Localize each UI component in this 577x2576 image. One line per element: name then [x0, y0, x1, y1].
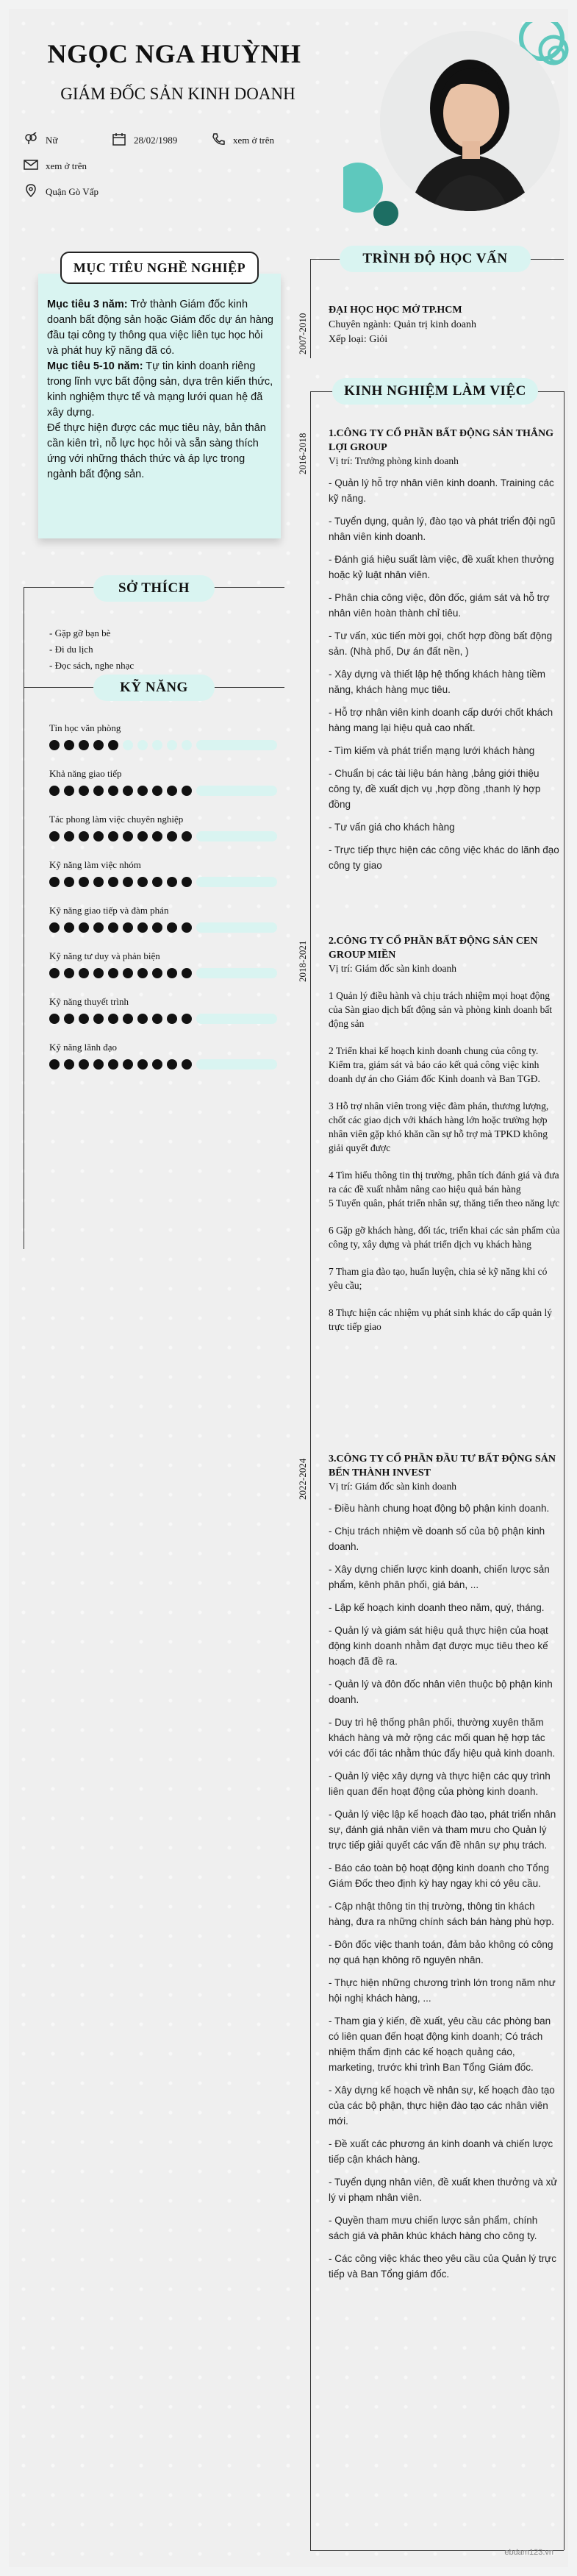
job-title: GIÁM ĐỐC SẢN KINH DOANH — [60, 85, 295, 103]
skill-item — [49, 905, 277, 950]
job-duty: - Tham gia ý kiến, đề xuất, yêu cầu các phòng ban có liên quan đến hoạt động kinh doanh; Có trách nhiệm thẩm định các kế hoạch quảng cáo, marketing, trước khi trình Ban Tổng Giám đốc. — [329, 2015, 551, 2073]
job-duty: 3 Hỗ trợ nhân viên trong việc đàm phán, thương lượng, chốt các giao dịch với khách hàng lớn hoặc trường hợp nhân viên gặp khó khăn cần sự hỗ trợ mà TPKD không giải quyết được — [329, 1100, 549, 1153]
job-entry — [329, 934, 560, 1334]
rating-dot — [64, 1059, 74, 1070]
skill-section-title: KỸ NĂNG — [93, 675, 215, 701]
phone-row — [211, 132, 274, 149]
rating-dot — [79, 1059, 89, 1070]
job-duty: - Tuyển dụng nhân viên, đề xuất khen thưởng và xử lý vi phạm nhân viên. — [329, 2177, 558, 2203]
rating-dot — [182, 786, 192, 796]
rating-dot — [64, 922, 74, 933]
cv-page — [9, 9, 568, 2567]
rating-dot — [64, 740, 74, 750]
rating-dot — [93, 786, 104, 796]
address-row — [24, 184, 98, 200]
job-entry — [329, 427, 560, 873]
rating-dot — [182, 1014, 192, 1024]
rating-dot — [182, 877, 192, 887]
goal-closing-text: Để thực hiện được các mục tiêu này, bản thân cần kiên trì, nỗ lực học hỏi và sẵn sàng thích ứng với những thách thức và áp lực trong ngành bất động sản. — [47, 422, 266, 480]
skill-rating — [49, 1059, 277, 1070]
rating-dot — [108, 831, 118, 842]
rating-dot — [49, 786, 60, 796]
skill-rating — [49, 877, 277, 887]
job-date: 2016-2018 — [297, 433, 308, 474]
job-duty: 1 Quản lý điều hành và chịu trách nhiệm mọi hoạt động của Sàn giao dịch bất động sản và phòng kinh doanh bất động sản — [329, 990, 553, 1029]
rating-dot — [108, 740, 118, 750]
rating-dot — [108, 922, 118, 933]
hobby-list — [49, 625, 134, 674]
education-entry — [329, 303, 564, 347]
rating-dot — [108, 1014, 118, 1024]
rating-track — [196, 1014, 277, 1024]
job-duty: - Quản lý và giám sát hiệu quả thực hiện của hoạt động kinh doanh nhằm đạt được mục tiêu theo kế hoạch đã đề ra. — [329, 1625, 548, 1667]
rating-dot — [123, 1014, 133, 1024]
job-duty: - Chuẩn bị các tài liệu bán hàng ,bảng giới thiệu công ty, đề xuất dịch vụ ,hợp đồng ,thanh lý hợp đồng — [329, 768, 541, 810]
skill-label: Tác phong làm việc chuyên nghiệp — [49, 814, 184, 825]
job-duty: - Tìm kiếm và phát triển mạng lưới khách hàng — [329, 745, 535, 756]
skill-item — [49, 768, 277, 814]
job-date: 2022-2024 — [297, 1458, 308, 1500]
rating-track — [196, 740, 277, 750]
skill-label: Kỹ năng thuyết trình — [49, 996, 129, 1007]
rating-dot — [79, 740, 89, 750]
goal-5y-label: Mục tiêu 5-10 năm: — [47, 360, 143, 372]
rating-dot — [79, 922, 89, 933]
job-duty: - Tư vấn giá cho khách hàng — [329, 822, 455, 833]
skill-item — [49, 1042, 277, 1087]
rating-dot — [49, 740, 60, 750]
job-duty: - Xây dựng kế hoạch về nhân sự, kế hoạch đào tạo của các bộ phận, thực hiện đào tạo các nhân viên mới. — [329, 2085, 555, 2127]
rating-dot — [152, 831, 162, 842]
job-position: Vị trí: Giám đốc sàn kinh doanh — [329, 963, 456, 974]
rating-dot — [49, 922, 60, 933]
footer-watermark: ebdam123.vn — [504, 2548, 553, 2557]
skill-item — [49, 859, 277, 905]
location-icon — [24, 184, 38, 200]
job-duty: - Quản lý việc lập kế hoạch đào tạo, phát triển nhân sự, đánh giá nhân viên và tham mưu cho Quản lý trực tiếp giải quyết các vấn đề nhân sự phụ trách. — [329, 1809, 556, 1851]
job-duty: - Tư vấn, xúc tiến mời gọi, chốt hợp đồng bất động sản. (Nhà phố, Dự án đất nền, ) — [329, 630, 553, 657]
rating-dot — [167, 968, 177, 978]
job-duty: - Xây dựng và thiết lập hệ thống khách hàng tiềm năng, khách hàng mục tiêu. — [329, 669, 545, 695]
rating-dot — [93, 877, 104, 887]
rating-dot — [108, 877, 118, 887]
portrait-photo — [380, 31, 560, 211]
rating-dot — [182, 922, 192, 933]
goal-5y-text: Tự tin kinh doanh riêng trong lĩnh vực bất động sản, dựa trên kiến thức, kinh nghiệm thực tế và mạng lưới quan hệ đã xây dựng. — [47, 360, 273, 419]
company-name: 1.CÔNG TY CỔ PHẦN BẤT ĐỘNG SẢN THẮNG LỢI GROUP — [329, 428, 553, 453]
job-duty: - Thực hiện những chương trình lớn trong năm như hội nghị khách hàng, ... — [329, 1977, 556, 2004]
rating-track — [196, 968, 277, 978]
job-duty: - Duy trì hệ thống phân phối, thường xuyên thăm khách hàng và mở rộng các mối quan hệ hợp tác với các đối tác nhằm thúc đẩy hiệu quả kinh doanh. — [329, 1717, 556, 1759]
rating-dot — [152, 1014, 162, 1024]
job-duty: - Tuyển dụng, quản lý, đào tạo và phát triển đội ngũ nhân viên kinh doanh. — [329, 516, 556, 542]
rating-dot — [152, 877, 162, 887]
rating-dot — [79, 1014, 89, 1024]
rating-dot — [152, 968, 162, 978]
job-duty: - Quản lý hỗ trợ nhân viên kinh doanh. Training các kỹ năng. — [329, 477, 554, 504]
job-duty: 4 Tìm hiểu thông tin thị trường, phân tích đánh giá và đưa ra các đề xuất nhằm nâng cao hiệu quả bán hàng 5 Tuyển quân, phát triển nhân sự, thăng tiến theo năng lực — [329, 1170, 560, 1209]
job-duty: - Đề xuất các phương án kinh doanh và chiến lược tiếp cận khách hàng. — [329, 2138, 553, 2165]
rating-dot — [49, 877, 60, 887]
rating-dot — [108, 968, 118, 978]
address-value: Quận Gò Vấp — [46, 186, 98, 197]
rating-dot — [123, 968, 133, 978]
rating-dot — [93, 831, 104, 842]
rating-dot — [152, 740, 162, 750]
job-duty: - Quản lý và đôn đốc nhân viên thuộc bộ phận kinh doanh. — [329, 1679, 553, 1705]
rating-dot — [79, 831, 89, 842]
rating-dot — [123, 877, 133, 887]
skill-label: Kỹ năng tư duy và phản biện — [49, 950, 160, 961]
job-duty: - Chịu trách nhiệm về doanh số của bộ phận kinh doanh. — [329, 1526, 545, 1552]
phone-value: xem ở trên — [233, 135, 274, 146]
education-date: 2007-2010 — [297, 313, 308, 355]
rating-dot — [108, 1059, 118, 1070]
education-timeline — [310, 259, 311, 358]
rating-dot — [49, 1014, 60, 1024]
skill-label: Tin học văn phòng — [49, 722, 121, 733]
job-duty: - Điều hành chung hoạt động bộ phận kinh doanh. — [329, 1503, 550, 1514]
job-date: 2018-2021 — [297, 940, 308, 982]
rating-dot — [79, 786, 89, 796]
rating-dot — [49, 1059, 60, 1070]
rating-dot — [137, 1014, 148, 1024]
hobby-section-title: SỞ THÍCH — [93, 575, 215, 602]
rating-dot — [137, 740, 148, 750]
rating-track — [196, 877, 277, 887]
skill-item — [49, 996, 277, 1042]
job-position: Vị trí: Trưởng phòng kinh doanh — [329, 455, 459, 466]
job-duty: - Quản lý việc xây dựng và thực hiện các quy trình liên quan đến hoạt động của phòng kinh doanh. — [329, 1771, 551, 1797]
rating-dot — [137, 922, 148, 933]
rating-dot — [79, 968, 89, 978]
rating-dot — [167, 1014, 177, 1024]
job-duty: - Đánh giá hiệu suất làm việc, đề xuất khen thưởng hoặc kỷ luật nhân viên. — [329, 554, 554, 580]
company-name: 2.CÔNG TY CỔ PHẦN BẤT ĐỘNG SẢN CEN GROUP MIỀN — [329, 936, 538, 961]
rating-dot — [137, 831, 148, 842]
rating-dot — [167, 786, 177, 796]
rating-dot — [123, 1059, 133, 1070]
job-duty: - Lập kế hoạch kinh doanh theo năm, quý, tháng. — [329, 1602, 545, 1613]
rating-dot — [137, 786, 148, 796]
rating-dot — [167, 740, 177, 750]
job-duty: - Cập nhật thông tin thị trường, thông tin khách hàng, đưa ra những chính sách bán hàng phù hợp. — [329, 1901, 554, 1927]
rating-dot — [49, 968, 60, 978]
rating-dot — [93, 1014, 104, 1024]
rating-dot — [123, 740, 133, 750]
job-duty: - Báo cáo toàn bộ hoạt động kinh doanh cho Tổng Giám Đốc theo định kỳ hay ngay khi có yêu cầu. — [329, 1862, 549, 1889]
rating-track — [196, 786, 277, 796]
rating-track — [196, 922, 277, 933]
experience-timeline — [310, 391, 311, 2550]
job-duty: - Hỗ trợ nhân viên kinh doanh cấp dưới chốt khách hàng mang lại hiệu quả cao nhất. — [329, 707, 553, 733]
hobby-item: - Đi du lịch — [49, 644, 93, 655]
job-duty: - Trực tiếp thực hiện các công việc khác do lãnh đạo công ty giao — [329, 844, 559, 871]
rating-dot — [167, 831, 177, 842]
rating-dot — [64, 968, 74, 978]
rating-track — [196, 831, 277, 842]
rating-dot — [123, 922, 133, 933]
rating-dot — [64, 1014, 74, 1024]
rating-dot — [137, 877, 148, 887]
rating-dot — [123, 831, 133, 842]
rating-dot — [152, 786, 162, 796]
rank: Xếp loại: Giỏi — [329, 334, 388, 345]
goal-section-title: MỤC TIÊU NGHỀ NGHIỆP — [60, 252, 259, 284]
job-entry — [329, 1452, 560, 2282]
major: Chuyên ngành: Quản trị kinh doanh — [329, 319, 477, 330]
rating-dot — [167, 877, 177, 887]
skill-rating — [49, 1014, 277, 1024]
gender-icon — [24, 132, 38, 149]
candidate-name: NGỌC NGA HUỲNH — [47, 39, 301, 68]
rating-dot — [79, 877, 89, 887]
rating-dot — [64, 786, 74, 796]
job-duty: 6 Gặp gỡ khách hàng, đối tác, triển khai các sản phẩm của công ty, xây dựng và phát triển dịch vụ khách hàng — [329, 1225, 560, 1250]
skill-rating — [49, 831, 277, 842]
company-name: 3.CÔNG TY CỔ PHẦN ĐẦU TƯ BẤT ĐỘNG SẢN BẾN THÀNH INVEST — [329, 1454, 556, 1479]
experience-section-title: KINH NGHIỆM LÀM VIỆC — [332, 378, 538, 405]
rating-dot — [137, 968, 148, 978]
rating-dot — [108, 786, 118, 796]
job-duty: 7 Tham gia đào tạo, huấn luyện, chia sẻ kỹ năng khi có yêu cầu; — [329, 1266, 548, 1291]
skill-label: Khả năng giao tiếp — [49, 768, 122, 779]
envelope-icon — [24, 158, 38, 174]
hobby-item: - Đọc sách, nghe nhạc — [49, 660, 135, 671]
skill-rating — [49, 968, 277, 978]
rating-dot — [123, 786, 133, 796]
rating-dot — [182, 831, 192, 842]
rating-track — [196, 1059, 277, 1070]
rating-dot — [93, 740, 104, 750]
email-row — [24, 158, 87, 174]
rating-dot — [152, 922, 162, 933]
rating-dot — [182, 740, 192, 750]
skill-label: Kỹ năng giao tiếp và đàm phán — [49, 905, 169, 916]
school-name: ĐẠI HỌC HỌC MỞ TP.HCM — [329, 305, 462, 316]
gender-value: Nữ — [46, 135, 58, 146]
skill-label: Kỹ năng lãnh đạo — [49, 1042, 118, 1053]
skill-rating — [49, 922, 277, 933]
phone-icon — [211, 132, 226, 149]
birthdate-row — [112, 132, 177, 149]
rating-dot — [167, 922, 177, 933]
job-duty: 8 Thực hiện các nhiệm vụ phát sinh khác do cấp quản lý trực tiếp giao — [329, 1307, 552, 1332]
rating-dot — [137, 1059, 148, 1070]
skill-list — [49, 722, 277, 1087]
rating-dot — [152, 1059, 162, 1070]
hobby-item: - Gặp gỡ bạn bè — [49, 627, 111, 638]
rating-dot — [64, 831, 74, 842]
rating-dot — [93, 922, 104, 933]
job-duty: - Phân chia công việc, đôn đốc, giám sát và hỗ trợ nhân viên hoàn thành chỉ tiêu. — [329, 592, 550, 619]
rating-dot — [93, 968, 104, 978]
rating-dot — [182, 968, 192, 978]
rating-dot — [93, 1059, 104, 1070]
education-section-title: TRÌNH ĐỘ HỌC VẤN — [340, 246, 531, 272]
rating-dot — [167, 1059, 177, 1070]
goal-3y-text: Trở thành Giám đốc kinh doanh bất động sản hoặc Giám đốc dự án hàng đầu tại công ty thông qua việc liên tục học hỏi và phát huy kỹ năng đã có. — [47, 299, 273, 357]
goal-3y-label: Mục tiêu 3 năm: — [47, 299, 128, 310]
job-duty: - Các công việc khác theo yêu cầu của Quản lý trực tiếp và Ban Tổng giám đốc. — [329, 2253, 556, 2280]
calendar-icon — [112, 132, 126, 149]
gender-row — [24, 132, 57, 149]
rating-dot — [182, 1059, 192, 1070]
rating-dot — [49, 831, 60, 842]
goal-text — [47, 297, 275, 483]
skill-rating — [49, 740, 277, 750]
right-border — [564, 391, 565, 2550]
birthdate-value: 28/02/1989 — [134, 135, 178, 146]
skill-label: Kỹ năng làm việc nhóm — [49, 859, 141, 870]
job-duty: - Quyền tham mưu chiến lược sản phẩm, chính sách giá và phân khúc khách hàng cho công ty. — [329, 2215, 538, 2241]
skill-rating — [49, 786, 277, 796]
job-duty: - Đôn đốc việc thanh toán, đảm bảo không có công nợ quá hạn không rõ nguyên nhân. — [329, 1939, 553, 1965]
job-duty: 2 Triển khai kế hoạch kinh doanh chung của công ty. Kiểm tra, giám sát và báo cáo kết quả công việc kinh doanh dự án cho Giám đốc Kinh doanh và Ban TGĐ. — [329, 1045, 540, 1084]
skill-item — [49, 950, 277, 996]
avatar — [380, 31, 560, 211]
email-value: xem ở trên — [46, 160, 87, 171]
job-duty: - Xây dựng chiến lược kinh doanh, chiến lược sản phẩm, kênh phân phối, giá bán, ... — [329, 1564, 550, 1590]
rating-dot — [64, 877, 74, 887]
skill-item — [49, 814, 277, 859]
skill-item — [49, 722, 277, 768]
job-position: Vị trí: Giám đốc sàn kinh doanh — [329, 1481, 456, 1492]
